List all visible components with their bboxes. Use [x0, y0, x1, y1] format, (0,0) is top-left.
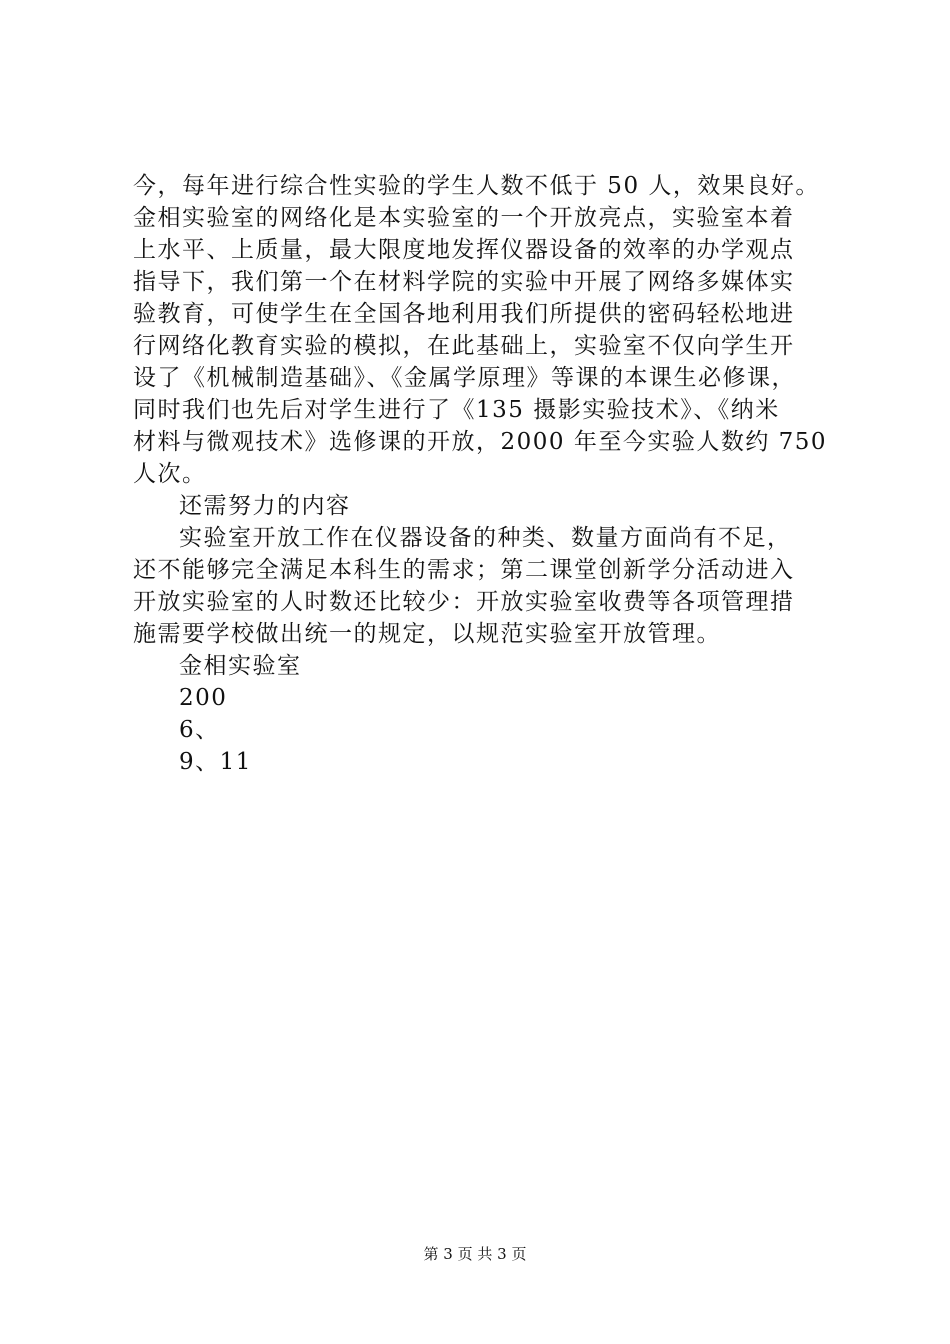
body-line: 验教育，可使学生在全国各地利用我们所提供的密码轻松地进	[133, 301, 795, 327]
body-line: 人次。	[133, 461, 207, 487]
body-line: 设了《机械制造基础》、《金属学原理》等课的本课生必修课，	[133, 365, 796, 391]
document-body	[133, 170, 833, 778]
body-line: 还不能够完全满足本科生的需求；第二课堂创新学分活动进入	[133, 557, 795, 583]
body-line: 上水平、上质量，最大限度地发挥仪器设备的效率的办学观点	[133, 237, 795, 263]
body-line: 指导下，我们第一个在材料学院的实验中开展了网络多媒体实	[133, 269, 795, 295]
section-heading: 还需努力的内容	[179, 493, 351, 519]
body-line: 今，每年进行综合性实验的学生人数不低于 50 人，效果良好。	[133, 173, 820, 199]
body-line: 行网络化教育实验的模拟，在此基础上，实验室不仅向学生开	[133, 333, 795, 359]
signature-org: 金相实验室	[179, 653, 302, 679]
body-line: 开放实验室的人时数还比较少：开放实验室收费等各项管理措	[133, 589, 795, 615]
signature-date-part: 6、	[179, 717, 220, 743]
page-footer	[0, 1244, 950, 1264]
body-line: 同时我们也先后对学生进行了《135 摄影实验技术》、《纳米	[133, 397, 780, 423]
signature-date-year: 200	[179, 685, 228, 711]
page-number-label: 第 3 页 共 3 页	[423, 1245, 527, 1263]
signature-date-part: 9、11	[179, 749, 252, 775]
body-line: 实验室开放工作在仪器设备的种类、数量方面尚有不足，	[179, 525, 792, 551]
body-line: 金相实验室的网络化是本实验室的一个开放亮点，实验室本着	[133, 205, 795, 231]
body-line: 施需要学校做出统一的规定，以规范实验室开放管理。	[133, 621, 721, 647]
body-line: 材料与微观技术》选修课的开放，2000 年至今实验人数约 750	[133, 429, 828, 455]
